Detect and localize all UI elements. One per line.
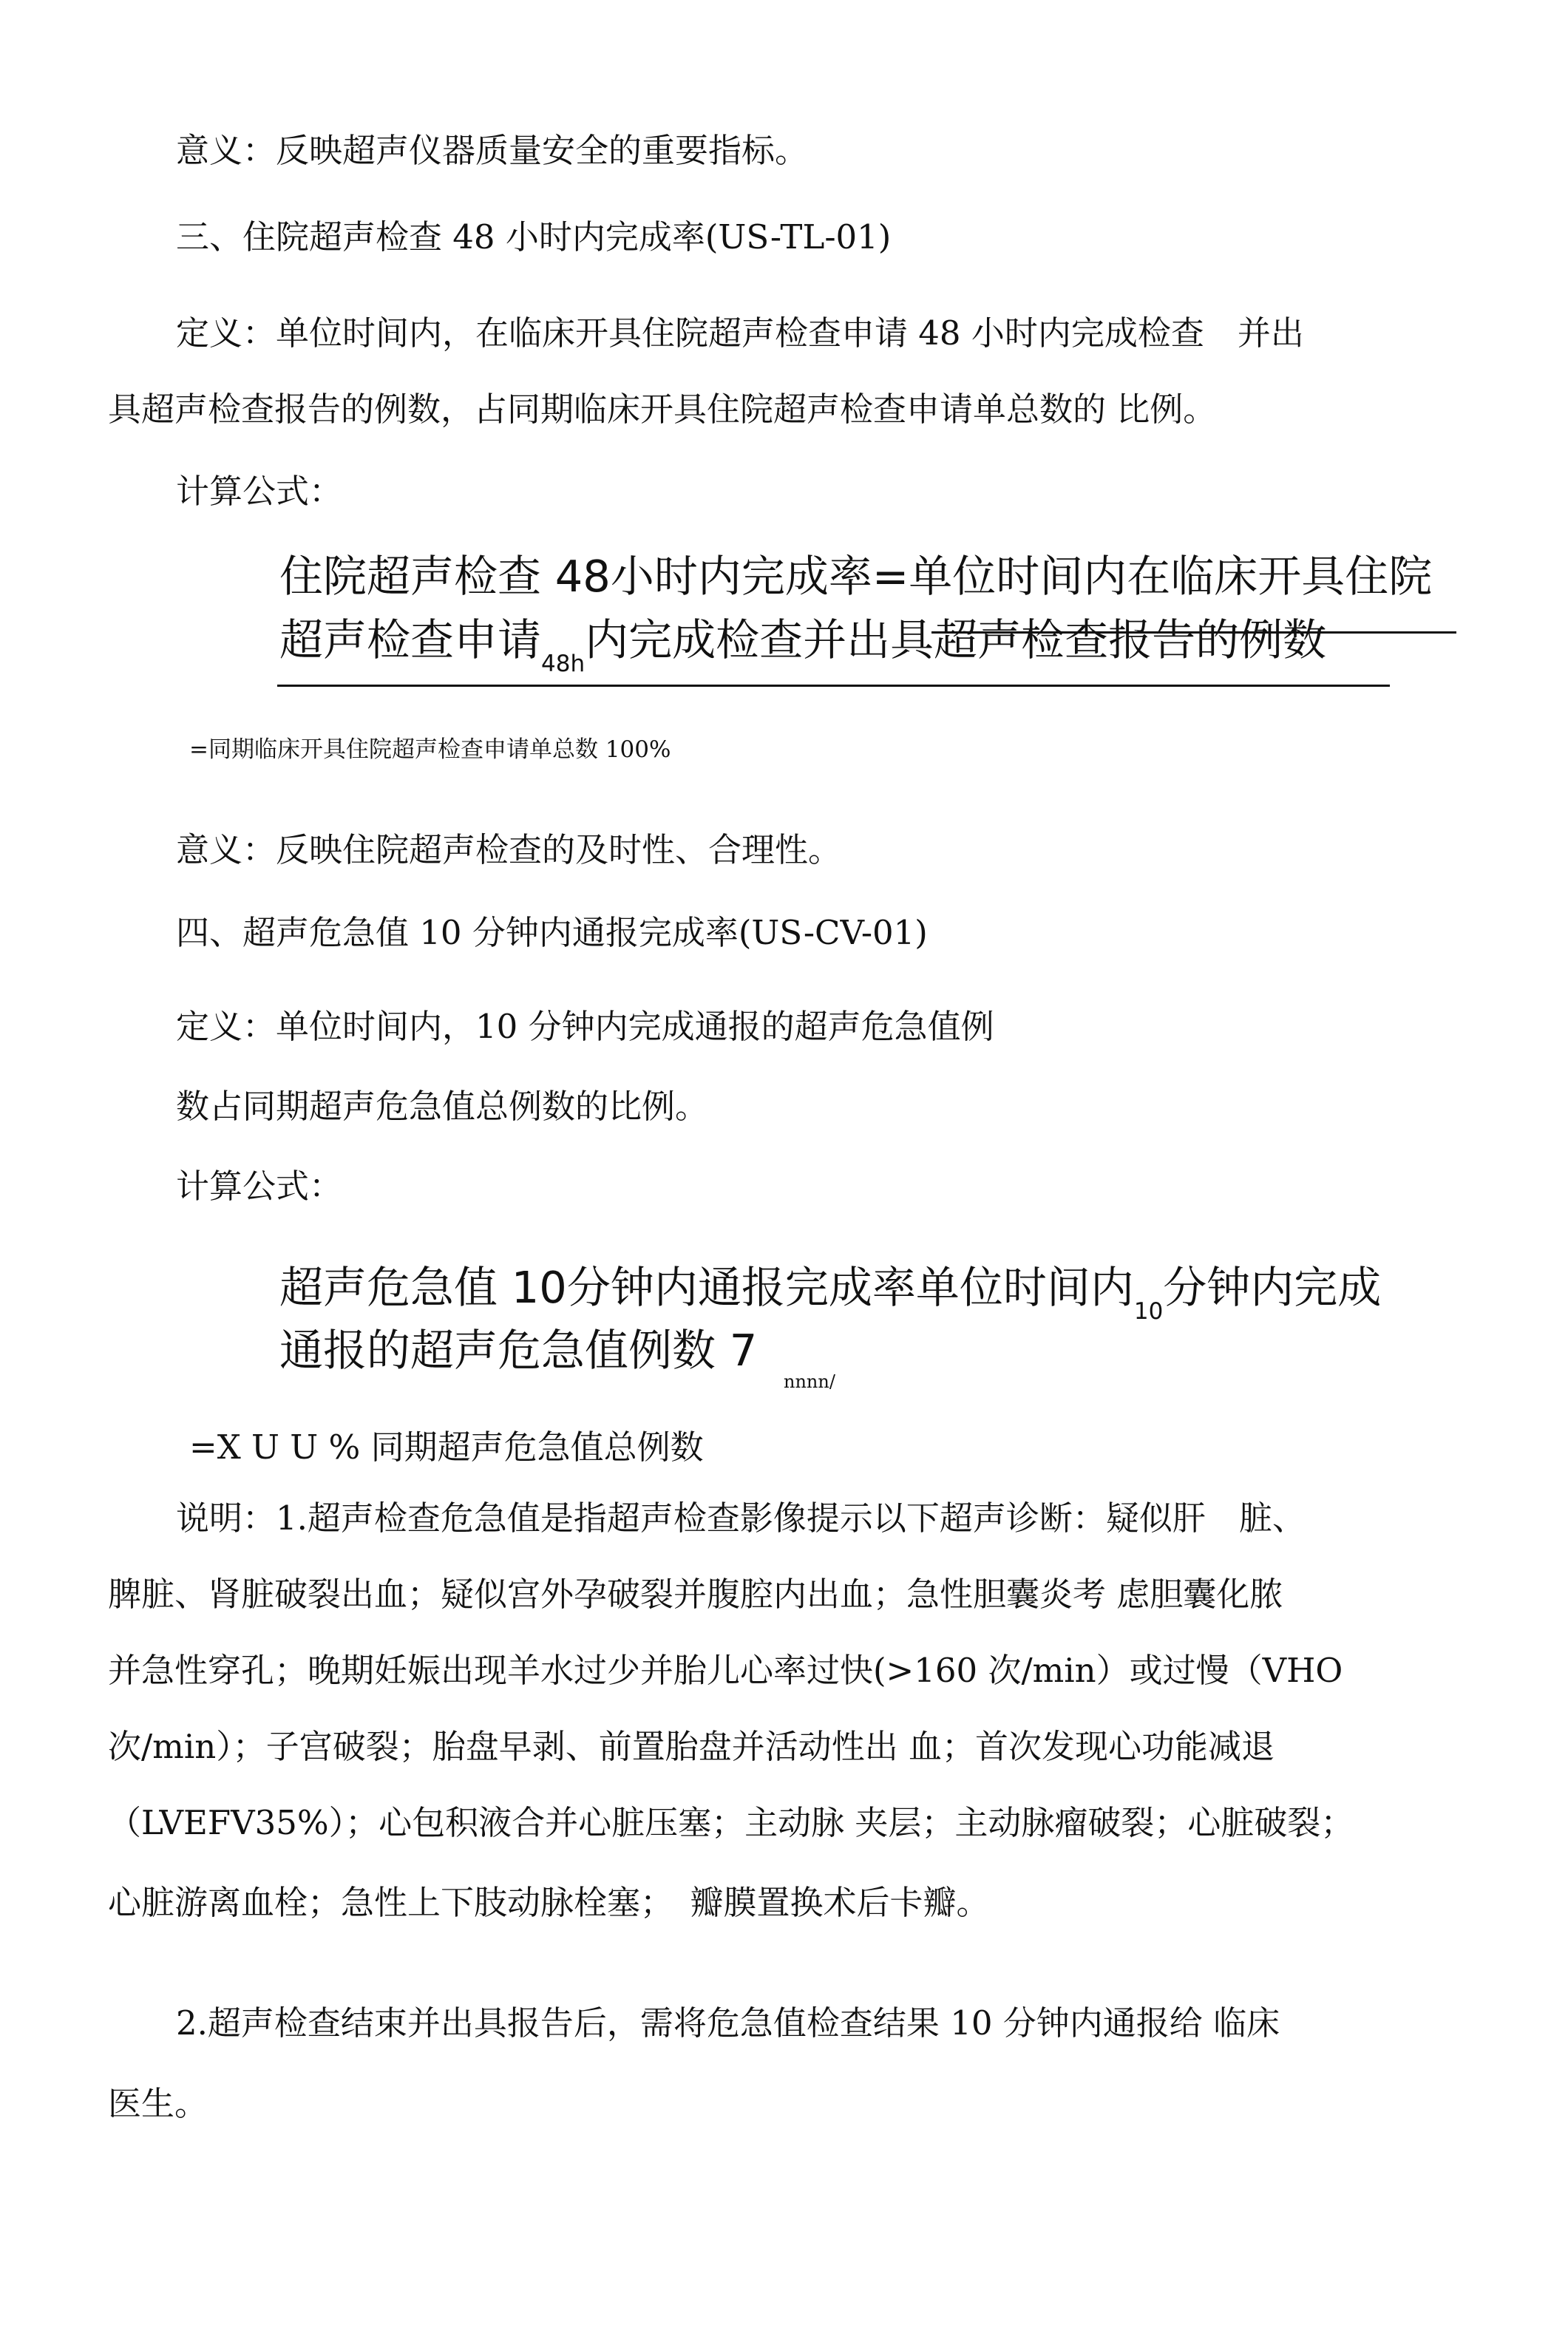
- note-2-line-2: 医生。: [108, 2084, 208, 2123]
- formula-3-denominator: =同期临床开具住院超声检查申请单总数 100%: [189, 736, 671, 763]
- formula-3-line-2-part-b: 内完成检查并出具超声检查报告的例数: [585, 614, 1327, 665]
- definition-4-line-1: 定义：单位时间内，10 分钟内完成通报的超声危急值例: [176, 1007, 994, 1046]
- fraction-bar: [277, 685, 1390, 687]
- note-1-line-4: 次/min）；子宫破裂；胎盘早剥、前置胎盘并活动性出 血；首次发现心功能减退: [108, 1727, 1275, 1766]
- calc-formula-label-1: 计算公式：: [176, 472, 343, 511]
- formula-4-line-2: 通报的超声危急值例数 7: [279, 1325, 758, 1376]
- note-1-line-2: 脾脏、肾脏破裂出血；疑似宫外孕破裂并腹腔内出血；急性胆囊炎考 虑胆囊化脓: [108, 1575, 1283, 1614]
- section-heading-4: 四、超声危急值 10 分钟内通报完成率(US-CV-01): [176, 913, 928, 952]
- formula-4-line-1: [279, 1262, 1382, 1325]
- formula-3-line-1: 住院超声检查 48小时内完成率=单位时间内在临床开具住院: [279, 551, 1433, 602]
- section-heading-3: 三、住院超声检查 48 小时内完成率(US-TL-01): [176, 217, 892, 257]
- formula-3-line-2: [279, 614, 1327, 677]
- formula-3-line-2-part-a: 超声检查申请: [279, 614, 542, 665]
- formula-4-tiny-note: nnnn/: [784, 1371, 835, 1392]
- note-1-line-3: 并急性穿孔；晚期妊娠出现羊水过少并胎儿心率过快(>160 次/min）或过慢（VHO: [108, 1651, 1343, 1690]
- note-1-line-6: 心脏游离血栓；急性上下肢动脉栓塞； 瓣膜置换术后卡瓣。: [108, 1883, 990, 1922]
- meaning-3-text: 意义：反映住院超声检查的及时性、合理性。: [176, 830, 842, 869]
- formula-4-line-1-part-a: 超声危急值 10分钟内通报完成率单位时间内: [279, 1262, 1134, 1313]
- definition-3-line-1: 定义：单位时间内，在临床开具住院超声检查申请 48 小时内完成检查 并出: [176, 313, 1304, 353]
- formula-4-denominator: =X U U % 同期超声危急值总例数: [189, 1428, 704, 1467]
- meaning-instrument-text: 意义：反映超声仪器质量安全的重要指标。: [176, 131, 809, 170]
- definition-3-line-2: 具超声检查报告的例数，占同期临床开具住院超声检查申请单总数的 比例。: [108, 390, 1217, 429]
- strike-rule: [931, 631, 1456, 634]
- definition-4-line-2: 数占同期超声危急值总例数的比例。: [176, 1087, 709, 1126]
- formula-4-line-1-part-b: 分钟内完成: [1163, 1262, 1382, 1313]
- note-1-line-1: 说明：1.超声检查危急值是指超声检查影像提示以下超声诊断：疑似肝 脏、: [176, 1498, 1306, 1538]
- formula-4-subscript: 10: [1133, 1298, 1164, 1325]
- calc-formula-label-2: 计算公式：: [176, 1167, 343, 1206]
- note-2-line-1: 2.超声检查结束并出具报告后，需将危急值检查结果 10 分钟内通报给 临床: [176, 2003, 1280, 2043]
- formula-3-subscript: 48h: [541, 651, 586, 677]
- note-1-line-5: （LVEFV35%）；心包积液合并心脏压塞；主动脉 夹层；主动脉瘤破裂；心脏破裂；: [108, 1803, 1354, 1842]
